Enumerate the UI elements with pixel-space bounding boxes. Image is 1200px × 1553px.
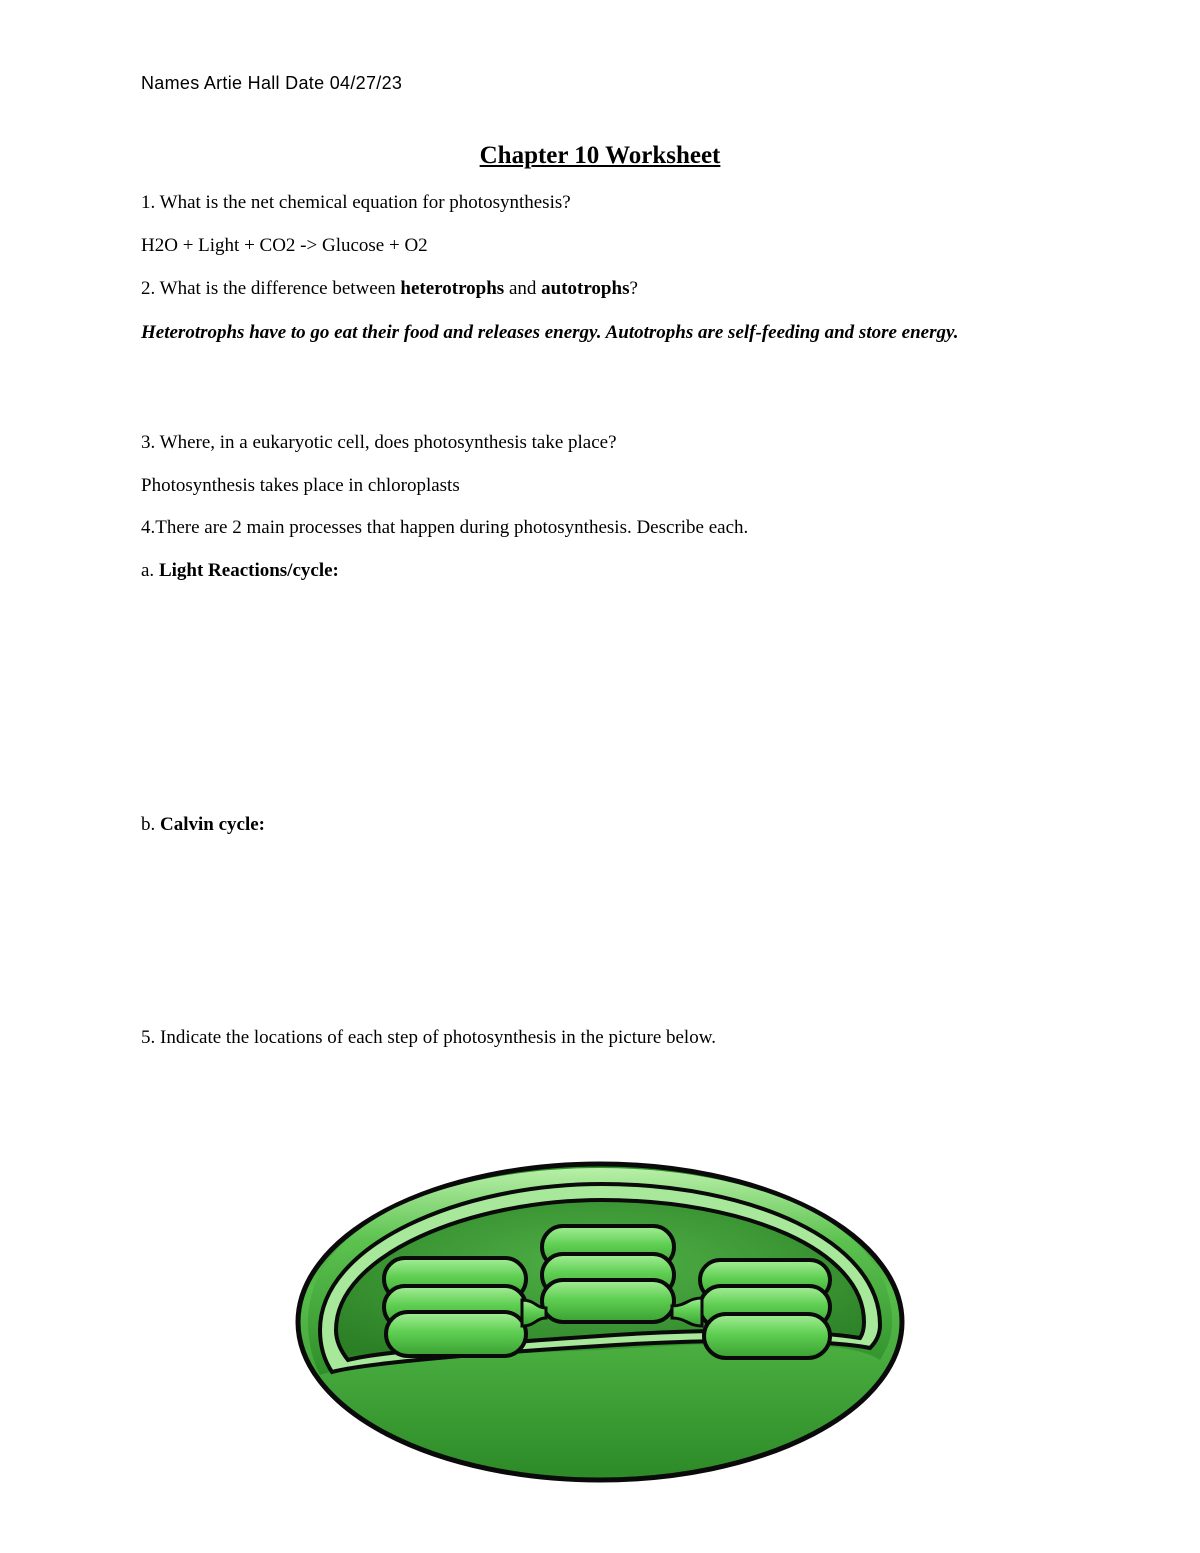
student-header bbox=[141, 73, 402, 94]
answer-1: H2O + Light + CO2 -> Glucose + O2 bbox=[141, 235, 428, 256]
granum-left bbox=[384, 1258, 526, 1356]
question-4a bbox=[141, 560, 339, 582]
chloroplast-diagram bbox=[290, 1150, 910, 1490]
granum-right bbox=[700, 1260, 830, 1358]
question-2 bbox=[141, 278, 638, 300]
question-2-mid: and bbox=[504, 278, 542, 299]
question-4b-prefix: b. bbox=[141, 814, 160, 835]
answer-2: Heterotrophs have to go eat their food and releases energy. Autotrophs are self-feeding and store energy. bbox=[141, 322, 959, 343]
question-4a-prefix: a. bbox=[141, 560, 159, 581]
date-value: 04/27/23 bbox=[329, 73, 403, 93]
granum-middle bbox=[542, 1226, 674, 1322]
light-reactions-label: Light Reactions/cycle: bbox=[158, 560, 339, 581]
question-3: 3. Where, in a eukaryotic cell, does photosynthesis take place? bbox=[141, 432, 617, 453]
names-label: Names bbox=[141, 73, 200, 93]
term-heterotrophs: heterotrophs bbox=[400, 278, 505, 299]
term-autotrophs: autotrophs bbox=[541, 278, 630, 299]
date-label: Date bbox=[285, 73, 325, 93]
page-title: Chapter 10 Worksheet bbox=[479, 142, 721, 169]
question-2-prefix: 2. What is the difference between bbox=[141, 278, 401, 299]
calvin-cycle-label: Calvin cycle: bbox=[160, 814, 266, 835]
question-4: 4.There are 2 main processes that happen during photosynthesis. Describe each. bbox=[141, 517, 749, 538]
question-5: 5. Indicate the locations of each step of photosynthesis in the picture below. bbox=[141, 1027, 716, 1048]
answer-3: Photosynthesis takes place in chloroplasts bbox=[141, 475, 460, 496]
question-1: 1. What is the net chemical equation for photosynthesis? bbox=[141, 192, 571, 213]
student-name: Artie Hall bbox=[203, 73, 280, 93]
question-4b bbox=[141, 814, 265, 836]
question-2-suffix: ? bbox=[629, 278, 638, 299]
